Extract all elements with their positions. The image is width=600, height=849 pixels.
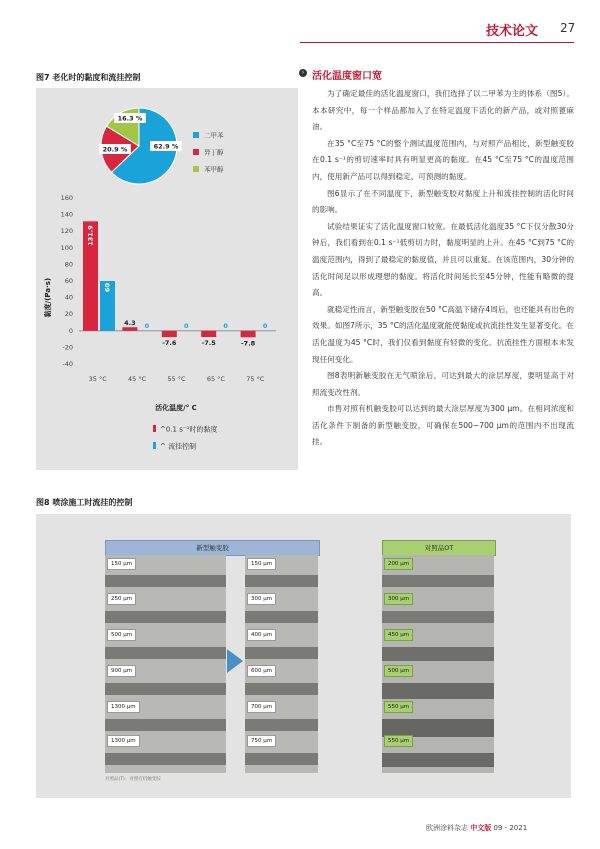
paragraph: 图6显示了在不同温度下，新型触变胶对黏度上升和流挂控制的活化时间的影响。 [312,188,574,215]
thickness-label: 300 μm [384,593,413,605]
section-bullet-icon: › [299,69,307,77]
control-ot-header: 对照品OT [382,540,496,556]
thickness-label: 900 μm [107,665,136,677]
thickness-label: 500 μm [384,665,413,677]
y-tick-label: 120 [60,227,73,236]
y-tick-label: 40 [64,293,73,302]
footer-journal: 欧洲涂料杂志 [426,824,468,832]
arrow-right-icon [227,649,243,673]
bar-data-label: -7.8 [240,339,256,348]
legend-label: 苯甲醇 [204,165,224,174]
x-tick-label: 75 °C [246,375,265,383]
pie-slice-label: 62.9 % [153,142,179,151]
bar [162,331,177,337]
y-axis-title: 黏度/(Pa·s) [44,277,52,318]
pie-chart [99,108,182,184]
x-tick-label: 55 °C [167,375,186,383]
y-tick-label: 0 [68,326,73,335]
figure8-footnote: 对照品(T)：对照有机触变胶 [105,777,161,782]
thickness-label: 550 μm [384,735,413,747]
legend-swatch [153,442,156,449]
bar-data-label: 60 [103,283,112,293]
figure7-panel [36,88,298,470]
pie-legend [193,131,224,174]
bar-data-label: 131.9 [86,225,95,246]
bar-data-label: 0 [144,321,150,330]
thickness-label: 300 μm [247,593,276,605]
y-tick-label: -20 [62,343,73,352]
y-tick-label: 80 [64,260,73,269]
paragraph: 市售对照有机触变胶可以达到的最大涂层厚度为300 μm。在相同浓度和活化条件下制备的新型触变胶，可确保在500~700 μm的范围内不出现流挂。 [312,404,574,447]
legend-swatch [153,425,156,432]
thickness-label: 150 μm [247,558,276,570]
bar-data-label: -7.6 [162,339,177,348]
figure8-caption: 图8 喷涂施工时流挂的控制 [36,498,133,507]
figure7-caption: 图7 老化时的黏度和流挂控制 [36,73,141,82]
footer-edition: 中文版 [470,824,492,832]
legend-swatch [193,149,199,155]
article-body [312,86,574,451]
legend-label: 异丁醇 [204,148,224,157]
legend-label: ^0.1 s⁻¹时的黏度 [160,425,218,434]
paragraph: 图8表明新触变胶在无气喷涂后，可达到最大的涂层厚度，要明显高于对照流变改性剂。 [312,371,574,397]
thickness-label: 550 μm [384,701,413,713]
thickness-label: 700 μm [247,701,276,713]
paragraph: 为了确定最佳的活化温度窗口，我们选择了以二甲苯为主的体系（图5）。本本研究中，每一个样品都加入了在特定温度下活化的新产品，或对照蓖麻油。 [312,89,574,132]
footer [426,823,527,833]
bar-data-label: 0 [184,321,189,330]
x-tick-label: 65 °C [206,375,225,383]
bar [241,331,256,337]
bar [122,327,137,331]
x-tick-label: 45 °C [128,375,147,383]
legend-label: 二甲苯 [204,131,224,140]
thickness-label: 250 μm [107,593,136,605]
pie-slice-label: 16.3 % [117,114,143,123]
figure7-chart [36,88,298,470]
legend-label: ^ 流挂控制 [160,442,197,451]
bar-chart [43,194,276,451]
thickness-label: 1300 μm [107,701,140,713]
legend-swatch [193,132,199,138]
y-tick-label: -40 [62,360,73,368]
section-title: 活化温度窗口宽 [312,71,382,82]
bar-data-label: 0 [262,321,268,330]
bar-data-label: 4.3 [124,319,136,328]
header-divider [300,42,574,43]
y-tick-label: 100 [60,243,73,252]
paragraph: 试验结果证实了活化温度窗口较宽。在最低活化温度35 °C下仅分散30分钟后，我们看到在0.1 s⁻¹低剪切力时，黏度明显的上升。在45 °C到75 °C的温度范围内，得到了最稳定的黏度值，并且可以重复。在该范围内，30分钟的活化时间足以形成理想的黏度。将活化时间延长至45分钟，性能有略微的提高。 [312,221,574,298]
paragraph: 就稳定性而言，新型触变胶在50 °C高温下储存4周后，也还能具有出色的效果。如图7所示，35 °C的活化温度就能使黏度或抗流挂性发生显著变化。在活化温度为45 °C时，我们仅看到黏度有轻微的变化。抗流挂性方面根本未发现任何变化。 [312,304,574,364]
y-tick-label: 60 [64,277,73,285]
journal-section-title: 技术论文 [486,24,539,39]
spray-photo-2 [245,555,318,773]
spray-photo-1 [105,555,226,773]
thickness-label: 750 μm [247,735,276,747]
spray-photo-control [382,555,494,773]
thickness-label: 400 μm [247,629,276,641]
x-tick-label: 35 °C [88,375,107,383]
y-tick-label: 20 [64,310,73,319]
thickness-label: 450 μm [384,629,413,641]
x-axis-title: 活化温度/° C [155,404,197,412]
bar-data-label: 0 [223,321,228,330]
thickness-label: 1300 μm [107,735,140,747]
footer-issue: 09 - 2021 [493,824,528,832]
y-tick-label: 140 [60,210,73,219]
bar-data-label: -7.5 [201,339,216,348]
thickness-label: 500 μm [107,629,136,641]
new-thixotrope-header: 新型触变胶 [105,540,320,556]
pie-slice-label: 20.9 % [102,145,128,154]
paragraph: 在35 °C至75 °C的整个测试温度范围内，与对照产品相比，新型触变胶在0.1 s⁻¹的剪切速率时具有明显更高的黏度。在45 °C至75 °C的温度范围内，使用新产品可以得到稳定、可预测的黏度。 [312,138,574,181]
legend-swatch [193,166,199,172]
y-tick-label: 160 [60,194,73,202]
thickness-label: 600 μm [247,665,276,677]
thickness-label: 200 μm [384,558,413,570]
figure8-panel [36,514,571,798]
bar [201,331,216,337]
page-number: 27 [560,21,576,35]
thickness-label: 150 μm [107,558,136,570]
